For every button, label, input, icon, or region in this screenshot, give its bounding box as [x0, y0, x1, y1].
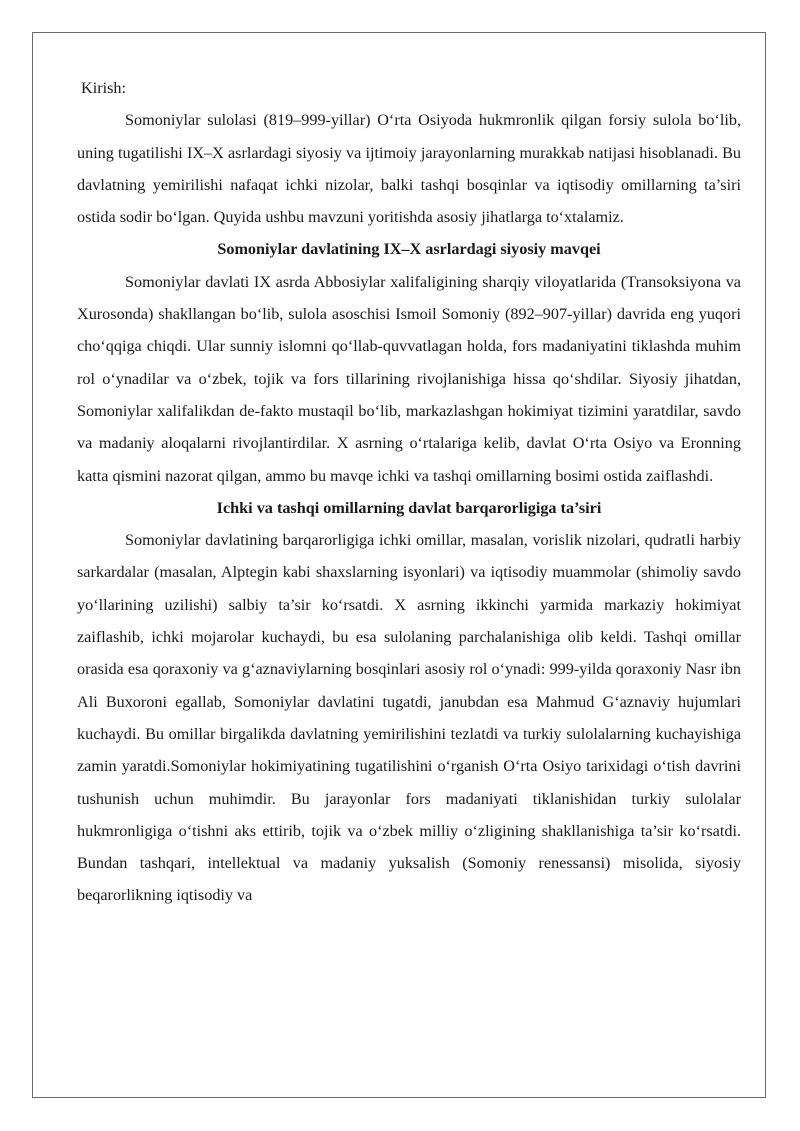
paragraph-intro: Somoniylar sulolasi (819–999-yillar) O‘rta Osiyoda hukmronlik qilgan forsiy sulola bo‘lib, uning tugatilishi IX–X asrlardagi siyosiy va ijtimoiy jarayonlarning murakkab natijasi hisoblanadi. Bu davlatning yemirilishi nafaqat ichki nizolar, balki tashqi bosqinlar va iqtisodiy omillarning ta’siri ostida sodir bo‘lgan. Quyida ushbu mavzuni yoritishda asosiy jihatlarga to‘xtalamiz.: [77, 111, 741, 227]
document-body: [77, 72, 741, 912]
intro-label: Kirish:: [81, 79, 126, 97]
paragraph-political-status: Somoniylar davlati IX asrda Abbosiylar xalifaligining sharqiy viloyatlarida (Transoksiyona va Xurosonda) shakllangan bo‘lib, sulola asoschisi Ismoil Somoniy (892–907-yillar) davrida eng yuqori cho‘qqiga chiqdi. Ular sunniy islomni qo‘llab-quvvatlagan holda, fors madaniyatini tiklashda muhim rol o‘ynadilar va o‘zbek, tojik va fors tillarining rivojlanishiga hissa qo‘shdilar. Siyosiy jihatdan, Somoniylar xalifalikdan de-fakto mustaqil bo‘lib, markazlashgan hokimiyat tizimini yaratdilar, savdo va madaniy aloqalarni rivojlantirdilar. X asrning o‘rtalariga kelib, davlat O‘rta Osiyo va Eronning katta qismini nazorat qilgan, ammo bu mavqe ichki va tashqi omillarning bosimi ostida zaiflashdi.: [77, 272, 741, 485]
section-heading-internal-external-factors: Ichki va tashqi omillarning davlat barqarorligiga ta’siri: [216, 498, 602, 517]
section-heading-political-status: Somoniylar davlatining IX–X asrlardagi siyosiy mavqei: [217, 240, 601, 259]
paragraph-internal-external-factors: Somoniylar davlatining barqarorligiga ichki omillar, masalan, vorislik nizolari, qudratli harbiy sarkardalar (masalan, Alptegin kabi shaxslarning isyonlari) va iqtisodiy muammolar (shimoliy savdo yo‘llarining uzilishi) salbiy ta’sir ko‘rsatdi. X asrning ikkinchi yarmida markaziy hokimiyat zaiflashib, ichki mojarolar kuchaydi, bu esa sulolaning parchalanishiga olib keldi. Tashqi omillar orasida esa qoraxoniy va g‘aznaviylarning bosqinlari asosiy rol o‘ynadi: 999-yilda qoraxoniy Nasr ibn Ali Buxoroni egallab, Somoniylar davlatini tugatdi, janubdan esa Mahmud G‘aznaviy hujumlari kuchaydi. Bu omillar birgalikda davlatning yemirilishini tezlatdi va turkiy sulolalarning kuchayishiga zamin yaratdi.Somoniylar hokimiyatining tugatilishini o‘rganish O‘rta Osiyo tarixidagi o‘tish davrini tushunish uchun muhimdir. Bu jarayonlar fors madaniyati tiklanishidan turkiy sulolalar hukmronligiga o‘tishni aks ettirib, tojik va o‘zbek milliy o‘zligining shakllanishiga ta’sir ko‘rsatdi. Bundan tashqari, intellektual va madaniy yuksalish (Somoniy renessansi) misolida, siyosiy beqarorlikning iqtisodiy va: [77, 531, 741, 905]
